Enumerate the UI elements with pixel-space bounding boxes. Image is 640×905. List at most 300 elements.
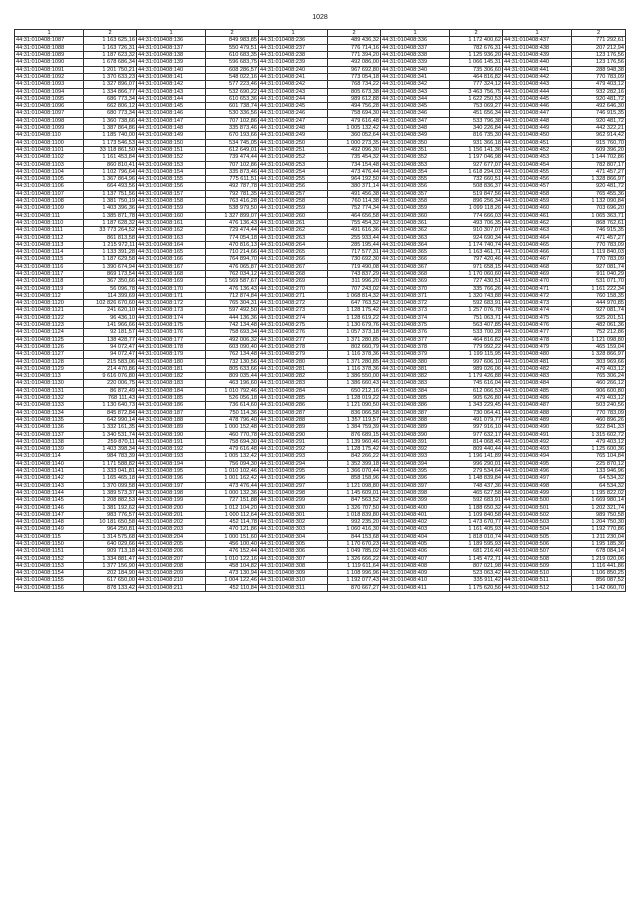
cadastral-number-cell: 44:31:010408:1098 xyxy=(15,117,84,124)
value-cell: 1 116 378,36 xyxy=(328,365,381,372)
cadastral-number-cell: 44:31:010408:448 xyxy=(503,117,572,124)
value-cell: 476 152,44 xyxy=(206,548,259,555)
cadastral-number-cell: 44:31:010408:160 xyxy=(137,212,206,219)
column-header: 1 xyxy=(15,30,84,37)
cadastral-number-cell: 44:31:010408:379 xyxy=(381,351,450,358)
value-cell: 492 646,30 xyxy=(572,103,626,110)
value-cell: 1 384 759,39 xyxy=(328,424,381,431)
cadastral-number-cell: 44:31:010408:301 xyxy=(259,511,328,518)
table-row xyxy=(15,59,626,66)
value-cell: 241 620,10 xyxy=(84,307,137,314)
cadastral-number-cell: 44:31:010408:256 xyxy=(259,183,328,190)
value-cell: 367 350,66 xyxy=(84,278,137,285)
value-cell: 476 136,43 xyxy=(206,219,259,226)
cadastral-number-cell: 44:31:010408:260 xyxy=(259,212,328,219)
cadastral-number-cell: 44:31:010408:1138 xyxy=(15,438,84,445)
cadastral-number-cell: 44:31:010408:244 xyxy=(259,95,328,102)
cadastral-number-cell: 44:31:010408:159 xyxy=(137,205,206,212)
cadastral-number-cell: 44:31:010408:503 xyxy=(503,519,572,526)
value-cell: 1 139 960,46 xyxy=(328,438,381,445)
cadastral-number-cell: 44:31:010408:339 xyxy=(381,59,450,66)
value-cell: 491 616,36 xyxy=(328,227,381,234)
cadastral-number-cell: 44:31:010408:487 xyxy=(503,402,572,409)
value-cell: 670 193,66 xyxy=(206,132,259,139)
cadastral-number-cell: 44:31:010408:377 xyxy=(381,336,450,343)
value-cell: 1 170 670,23 xyxy=(328,540,381,547)
cadastral-number-cell: 44:31:010408:139 xyxy=(137,59,206,66)
cadastral-number-cell: 44:31:010408:294 xyxy=(259,460,328,467)
cadastral-number-cell: 44:31:010408:403 xyxy=(381,526,450,533)
value-cell: 1 130 679,76 xyxy=(328,322,381,329)
cadastral-number-cell: 44:31:010408:237 xyxy=(259,44,328,51)
cadastral-number-cell: 44:31:010408:193 xyxy=(137,453,206,460)
cadastral-number-cell: 44:31:010408:388 xyxy=(381,416,450,423)
cadastral-number-cell: 44:31:010408:479 xyxy=(503,343,572,350)
cadastral-number-cell: 44:31:010408:342 xyxy=(381,81,450,88)
value-cell: 255 933,44 xyxy=(328,234,381,241)
cadastral-number-cell: 44:31:010408:310 xyxy=(259,577,328,584)
cadastral-number-cell: 44:31:010408:267 xyxy=(259,263,328,270)
cadastral-number-cell: 44:31:010408:149 xyxy=(137,132,206,139)
value-cell: 1 211 230,04 xyxy=(572,533,626,540)
value-cell: 1 219 020,06 xyxy=(572,555,626,562)
cadastral-number-cell: 44:31:010408:298 xyxy=(259,489,328,496)
value-cell: 479 616,48 xyxy=(328,117,381,124)
cadastral-number-cell: 44:31:010408:1147 xyxy=(15,511,84,518)
cadastral-number-cell: 44:31:010408:250 xyxy=(259,139,328,146)
cadastral-number-cell: 44:31:010408:253 xyxy=(259,161,328,168)
value-cell: 768 111,43 xyxy=(84,395,137,402)
cadastral-number-cell: 44:31:010408:262 xyxy=(259,227,328,234)
value-cell: 712 874,84 xyxy=(206,292,259,299)
cadastral-number-cell: 44:31:010408:296 xyxy=(259,475,328,482)
cadastral-number-cell: 44:31:010408:238 xyxy=(259,52,328,59)
cadastral-number-cell: 44:31:010408:264 xyxy=(259,241,328,248)
cadastral-number-cell: 44:31:010408:1100 xyxy=(15,139,84,146)
table-row xyxy=(15,584,626,591)
table-row xyxy=(15,540,626,547)
value-cell: 494 756,28 xyxy=(328,103,381,110)
table-row xyxy=(15,336,626,343)
cadastral-number-cell: 44:31:010408:289 xyxy=(259,424,328,431)
cadastral-number-cell: 44:31:010408:285 xyxy=(259,395,328,402)
value-cell: 533 796,38 xyxy=(450,117,503,124)
cadastral-number-cell: 44:31:010408:1102 xyxy=(15,154,84,161)
value-cell: 1 195 185,36 xyxy=(572,540,626,547)
cadastral-number-cell: 44:31:010408:1150 xyxy=(15,540,84,547)
value-cell: 868 762,61 xyxy=(572,219,626,226)
value-cell: 752 212,86 xyxy=(572,329,626,336)
value-cell: 56 096,78 xyxy=(84,285,137,292)
cadastral-number-cell: 44:31:010408:376 xyxy=(381,329,450,336)
value-cell: 1 163 625,16 xyxy=(84,37,137,45)
cadastral-number-cell: 44:31:010408:493 xyxy=(503,446,572,453)
value-cell: 870 667,27 xyxy=(328,584,381,591)
cadastral-number-cell: 44:31:010408:460 xyxy=(503,205,572,212)
cadastral-number-cell: 44:31:010408:198 xyxy=(137,489,206,496)
cadastral-number-cell: 44:31:010408:204 xyxy=(137,533,206,540)
value-cell: 9 616 076,80 xyxy=(84,373,137,380)
value-cell: 1 386 660,43 xyxy=(328,380,381,387)
cadastral-number-cell: 44:31:010408:453 xyxy=(503,154,572,161)
table-row xyxy=(15,227,626,234)
cadastral-number-cell: 44:31:010408:297 xyxy=(259,482,328,489)
cadastral-number-cell: 44:31:010408:183 xyxy=(137,380,206,387)
cadastral-number-cell: 44:31:010408:372 xyxy=(381,300,450,307)
cadastral-number-cell: 44:31:010408:282 xyxy=(259,373,328,380)
cadastral-number-cell: 44:31:010408:511 xyxy=(503,577,572,584)
value-cell: 471 457,27 xyxy=(572,168,626,175)
cadastral-number-cell: 44:31:010408:164 xyxy=(137,241,206,248)
table-row xyxy=(15,256,626,263)
cadastral-number-cell: 44:31:010408:270 xyxy=(259,285,328,292)
value-cell: 1 381 192,62 xyxy=(84,504,137,511)
table-row xyxy=(15,416,626,423)
cadastral-number-cell: 44:31:010408:1088 xyxy=(15,44,84,51)
value-cell: 335 873,46 xyxy=(206,168,259,175)
value-cell: 508 836,37 xyxy=(450,183,503,190)
cadastral-number-cell: 44:31:010408:274 xyxy=(259,314,328,321)
value-cell: 678 084,14 xyxy=(572,548,626,555)
value-cell: 214 470,86 xyxy=(84,365,137,372)
cadastral-number-cell: 44:31:010408:272 xyxy=(259,300,328,307)
cadastral-number-cell: 44:31:010408:163 xyxy=(137,234,206,241)
cadastral-number-cell: 44:31:010408:295 xyxy=(259,468,328,475)
column-header: 1 xyxy=(503,30,572,37)
cadastral-number-cell: 44:31:010408:336 xyxy=(381,37,450,45)
value-cell: 1 473 670,77 xyxy=(450,519,503,526)
value-cell: 1 199 115,95 xyxy=(450,351,503,358)
value-cell: 707 102,86 xyxy=(206,117,259,124)
cadastral-number-cell: 44:31:010408:162 xyxy=(137,227,206,234)
cadastral-number-cell: 44:31:010408:402 xyxy=(381,519,450,526)
value-cell: 996 290,01 xyxy=(450,460,503,467)
value-cell: 94 072,47 xyxy=(84,351,137,358)
cadastral-number-cell: 44:31:010408:170 xyxy=(137,285,206,292)
cadastral-number-cell: 44:31:010408:451 xyxy=(503,139,572,146)
value-cell: 533 700,28 xyxy=(450,329,503,336)
table-row xyxy=(15,168,626,175)
cadastral-number-cell: 44:31:010408:1115 xyxy=(15,256,84,263)
value-cell: 782 807,17 xyxy=(572,161,626,168)
cadastral-number-cell: 44:31:010408:366 xyxy=(381,256,450,263)
cadastral-number-cell: 44:31:010408:263 xyxy=(259,234,328,241)
cadastral-number-cell: 44:31:010408:1089 xyxy=(15,52,84,59)
cadastral-number-cell: 44:31:010408:1111 xyxy=(15,227,84,234)
value-cell: 1 202 321,74 xyxy=(572,504,626,511)
value-cell: 1 000 112,64 xyxy=(206,511,259,518)
value-cell: 1 145 609,01 xyxy=(328,489,381,496)
cadastral-number-cell: 44:31:010408:197 xyxy=(137,482,206,489)
cadastral-number-cell: 44:31:010408:1106 xyxy=(15,183,84,190)
cadastral-number-cell: 44:31:010408:1141 xyxy=(15,468,84,475)
cadastral-number-cell: 44:31:010408:187 xyxy=(137,409,206,416)
cadastral-number-cell: 44:31:010408:203 xyxy=(137,526,206,533)
value-cell: 1 332 161,35 xyxy=(84,424,137,431)
value-cell: 1 000 152,48 xyxy=(206,424,259,431)
value-cell: 1 569 587,67 xyxy=(206,278,259,285)
value-cell: 906 600,80 xyxy=(572,387,626,394)
value-cell: 1 066 145,31 xyxy=(450,59,503,66)
cadastral-number-cell: 44:31:010408:265 xyxy=(259,249,328,256)
value-cell: 742 134,48 xyxy=(206,322,259,329)
cadastral-number-cell: 44:31:010408:389 xyxy=(381,424,450,431)
cadastral-number-cell: 44:31:010408:1143 xyxy=(15,482,84,489)
table-row xyxy=(15,292,626,299)
value-cell: 493 706,35 xyxy=(450,219,503,226)
cadastral-number-cell: 44:31:010408:498 xyxy=(503,482,572,489)
cadastral-number-cell: 44:31:010408:476 xyxy=(503,322,572,329)
table-row xyxy=(15,555,626,562)
cadastral-number-cell: 44:31:010408:409 xyxy=(381,570,450,577)
cadastral-number-cell: 44:31:010408:177 xyxy=(137,336,206,343)
value-cell: 876 689,15 xyxy=(328,431,381,438)
value-cell: 473 476,44 xyxy=(328,168,381,175)
cadastral-number-cell: 44:31:010408:382 xyxy=(381,373,450,380)
cadastral-number-cell: 44:31:010408:502 xyxy=(503,511,572,518)
page-number: 1028 xyxy=(312,14,328,21)
cadastral-number-cell: 44:31:010408:1133 xyxy=(15,402,84,409)
cadastral-number-cell: 44:31:010408:291 xyxy=(259,438,328,445)
value-cell: 380 371,14 xyxy=(328,183,381,190)
value-cell: 765 104,84 xyxy=(572,453,626,460)
value-cell: 1 010 792,46 xyxy=(206,387,259,394)
value-cell: 479 616,48 xyxy=(206,446,259,453)
value-cell: 1 201 750,21 xyxy=(84,66,137,73)
cadastral-number-cell: 44:31:010408:505 xyxy=(503,533,572,540)
cadastral-number-cell: 44:31:010408:288 xyxy=(259,416,328,423)
value-cell: 470 121,86 xyxy=(206,526,259,533)
table-row xyxy=(15,73,626,80)
table-row xyxy=(15,351,626,358)
cadastral-number-cell: 44:31:010408:1101 xyxy=(15,146,84,153)
cadastral-number-cell: 44:31:010408:351 xyxy=(381,146,450,153)
cadastral-number-cell: 44:31:010408:1156 xyxy=(15,584,84,591)
cadastral-number-cell: 44:31:010408:349 xyxy=(381,132,450,139)
header-row xyxy=(15,30,626,37)
column-header: 2 xyxy=(572,30,626,37)
cadastral-number-cell: 44:31:010408:254 xyxy=(259,168,328,175)
cadastral-values-table xyxy=(14,29,626,592)
cadastral-number-cell: 44:31:010408:467 xyxy=(503,256,572,263)
value-cell: 922 841,33 xyxy=(572,424,626,431)
value-cell: 860 810,41 xyxy=(84,161,137,168)
cadastral-number-cell: 44:31:010408:1148 xyxy=(15,519,84,526)
value-cell: 752 774,34 xyxy=(328,205,381,212)
cadastral-number-cell: 44:31:010408:489 xyxy=(503,416,572,423)
value-cell: 763 416,28 xyxy=(206,198,259,205)
value-cell: 732 130,56 xyxy=(206,358,259,365)
value-cell: 460 266,12 xyxy=(572,380,626,387)
table-row xyxy=(15,219,626,226)
value-cell: 771 292,61 xyxy=(572,37,626,45)
value-cell: 1 000 273,35 xyxy=(328,139,381,146)
cadastral-number-cell: 44:31:010408:354 xyxy=(381,168,450,175)
value-cell: 680 773,34 xyxy=(84,110,137,117)
value-cell: 719 490,08 xyxy=(328,263,381,270)
value-cell: 771 394,20 xyxy=(328,52,381,59)
cadastral-number-cell: 44:31:010408:1151 xyxy=(15,548,84,555)
cadastral-number-cell: 44:31:010408:158 xyxy=(137,198,206,205)
cadastral-number-cell: 44:31:010408:114 xyxy=(15,453,84,460)
value-cell: 609 396,20 xyxy=(572,146,626,153)
cadastral-number-cell: 44:31:010408:147 xyxy=(137,117,206,124)
cadastral-number-cell: 44:31:010408:406 xyxy=(381,548,450,555)
cadastral-number-cell: 44:31:010408:141 xyxy=(137,73,206,80)
table-row xyxy=(15,402,626,409)
value-cell: 760 114,38 xyxy=(328,198,381,205)
value-cell: 335 911,42 xyxy=(450,577,503,584)
cadastral-number-cell: 44:31:010408:1094 xyxy=(15,88,84,95)
cadastral-number-cell: 44:31:010408:357 xyxy=(381,190,450,197)
cadastral-number-cell: 44:31:010408:161 xyxy=(137,219,206,226)
cadastral-number-cell: 44:31:010408:248 xyxy=(259,125,328,132)
cadastral-number-cell: 44:31:010408:495 xyxy=(503,460,572,467)
value-cell: 519 847,56 xyxy=(450,190,503,197)
value-cell: 927 081,74 xyxy=(572,263,626,270)
cadastral-number-cell: 44:31:010408:169 xyxy=(137,278,206,285)
value-cell: 756 094,30 xyxy=(206,460,259,467)
value-cell: 878 133,42 xyxy=(84,584,137,591)
value-cell: 64 534,32 xyxy=(572,475,626,482)
cadastral-number-cell: 44:31:010408:261 xyxy=(259,219,328,226)
cadastral-number-cell: 44:31:010408:485 xyxy=(503,387,572,394)
value-cell: 1 005 132,42 xyxy=(206,453,259,460)
cadastral-number-cell: 44:31:010408:401 xyxy=(381,511,450,518)
cadastral-number-cell: 44:31:010408:299 xyxy=(259,497,328,504)
cadastral-number-cell: 44:31:010408:438 xyxy=(503,44,572,51)
value-cell: 1 005 132,42 xyxy=(328,125,381,132)
value-cell: 442 322,21 xyxy=(572,125,626,132)
value-cell: 920 481,72 xyxy=(572,183,626,190)
value-cell: 1 818 010,74 xyxy=(450,533,503,540)
cadastral-number-cell: 44:31:010408:410 xyxy=(381,577,450,584)
cadastral-number-cell: 44:31:010408:500 xyxy=(503,497,572,504)
cadastral-number-cell: 44:31:010408:461 xyxy=(503,212,572,219)
table-row xyxy=(15,453,626,460)
value-cell: 464 816,82 xyxy=(450,336,503,343)
cadastral-number-cell: 44:31:010408:257 xyxy=(259,190,328,197)
cadastral-number-cell: 44:31:010408:281 xyxy=(259,365,328,372)
value-cell: 1 132 090,84 xyxy=(572,198,626,205)
value-cell: 920 481,72 xyxy=(572,95,626,102)
value-cell: 492 787,78 xyxy=(206,183,259,190)
cadastral-number-cell: 44:31:010408:392 xyxy=(381,446,450,453)
value-cell: 735 454,32 xyxy=(328,154,381,161)
cadastral-number-cell: 44:31:010408:488 xyxy=(503,409,572,416)
cadastral-number-cell: 44:31:010408:1119 xyxy=(15,285,84,292)
cadastral-number-cell: 44:31:010408:189 xyxy=(137,424,206,431)
cadastral-number-cell: 44:31:010408:501 xyxy=(503,504,572,511)
cadastral-number-cell: 44:31:010408:167 xyxy=(137,263,206,270)
value-cell: 1 370 099,58 xyxy=(84,482,137,489)
value-cell: 1 315 602,72 xyxy=(572,431,626,438)
value-cell: 776 714,16 xyxy=(328,44,381,51)
cadastral-number-cell: 44:31:010408:396 xyxy=(381,475,450,482)
cadastral-number-cell: 44:31:010408:275 xyxy=(259,322,328,329)
cadastral-number-cell: 44:31:010408:355 xyxy=(381,176,450,183)
cadastral-number-cell: 44:31:010408:171 xyxy=(137,292,206,299)
cadastral-number-cell: 44:31:010408:1144 xyxy=(15,489,84,496)
cadastral-number-cell: 44:31:010408:359 xyxy=(381,205,450,212)
table-row xyxy=(15,161,626,168)
value-cell: 1 390 674,94 xyxy=(84,263,137,270)
cadastral-number-cell: 44:31:010408:1120 xyxy=(15,300,84,307)
value-cell: 727 151,88 xyxy=(206,497,259,504)
value-cell: 476 136,43 xyxy=(206,285,259,292)
value-cell: 3 463 756,75 xyxy=(450,88,503,95)
table-row xyxy=(15,307,626,314)
cadastral-number-cell: 44:31:010408:293 xyxy=(259,453,328,460)
cadastral-number-cell: 44:31:010408:445 xyxy=(503,95,572,102)
value-cell: 782 676,31 xyxy=(450,44,503,51)
cadastral-number-cell: 44:31:010408:1149 xyxy=(15,526,84,533)
value-cell: 1 367 864,96 xyxy=(84,176,137,183)
value-cell: 1 386 550,00 xyxy=(328,373,381,380)
cadastral-number-cell: 44:31:010408:148 xyxy=(137,125,206,132)
value-cell: 463 196,60 xyxy=(206,380,259,387)
table-row xyxy=(15,176,626,183)
table-row xyxy=(15,66,626,73)
table-row xyxy=(15,198,626,205)
cadastral-number-cell: 44:31:010408:499 xyxy=(503,489,572,496)
value-cell: 303 969,66 xyxy=(572,358,626,365)
value-cell: 1 116 441,86 xyxy=(572,562,626,569)
value-cell: 1 360 738,66 xyxy=(84,117,137,124)
cadastral-number-cell: 44:31:010408:404 xyxy=(381,533,450,540)
cadastral-number-cell: 44:31:010408:477 xyxy=(503,329,572,336)
table-row xyxy=(15,562,626,569)
value-cell: 1 125 600,36 xyxy=(572,446,626,453)
value-cell: 816 735,30 xyxy=(450,132,503,139)
value-cell: 797 420,46 xyxy=(450,256,503,263)
value-cell: 1 128 619,22 xyxy=(328,314,381,321)
table-row xyxy=(15,205,626,212)
value-cell: 758 694,30 xyxy=(328,110,381,117)
cadastral-number-cell: 44:31:010408:340 xyxy=(381,66,450,73)
value-cell: 1 012 104,20 xyxy=(206,504,259,511)
table-row xyxy=(15,263,626,270)
cadastral-number-cell: 44:31:010408:191 xyxy=(137,438,206,445)
cadastral-number-cell: 44:31:010408:243 xyxy=(259,88,328,95)
cadastral-number-cell: 44:31:010408:1103 xyxy=(15,161,84,168)
value-cell: 1 187 628,32 xyxy=(84,219,137,226)
cadastral-number-cell: 44:31:010408:391 xyxy=(381,438,450,445)
cadastral-number-cell: 44:31:010408:374 xyxy=(381,314,450,321)
cadastral-number-cell: 44:31:010408:240 xyxy=(259,66,328,73)
value-cell: 479 403,12 xyxy=(572,438,626,445)
value-cell: 964 192,50 xyxy=(328,176,381,183)
value-cell: 732 660,51 xyxy=(450,176,503,183)
cadastral-number-cell: 44:31:010408:441 xyxy=(503,66,572,73)
column-header: 2 xyxy=(206,30,259,37)
cadastral-number-cell: 44:31:010408:249 xyxy=(259,132,328,139)
value-cell: 1 618 294,03 xyxy=(450,168,503,175)
value-cell: 765 455,36 xyxy=(572,190,626,197)
cadastral-number-cell: 44:31:010408:482 xyxy=(503,365,572,372)
value-cell: 123 176,56 xyxy=(572,59,626,66)
cadastral-number-cell: 44:31:010408:182 xyxy=(137,373,206,380)
cadastral-number-cell: 44:31:010408:241 xyxy=(259,73,328,80)
value-cell: 650 212,16 xyxy=(328,387,381,394)
value-cell: 452 114,78 xyxy=(206,519,259,526)
value-cell: 1 333 041,81 xyxy=(84,468,137,475)
cadastral-number-cell: 44:31:010408:469 xyxy=(503,271,572,278)
cadastral-number-cell: 44:31:010408:1112 xyxy=(15,234,84,241)
value-cell: 33 773 264,52 xyxy=(84,227,137,234)
value-cell: 1 328 866,97 xyxy=(572,176,626,183)
value-cell: 473 130,94 xyxy=(206,570,259,577)
